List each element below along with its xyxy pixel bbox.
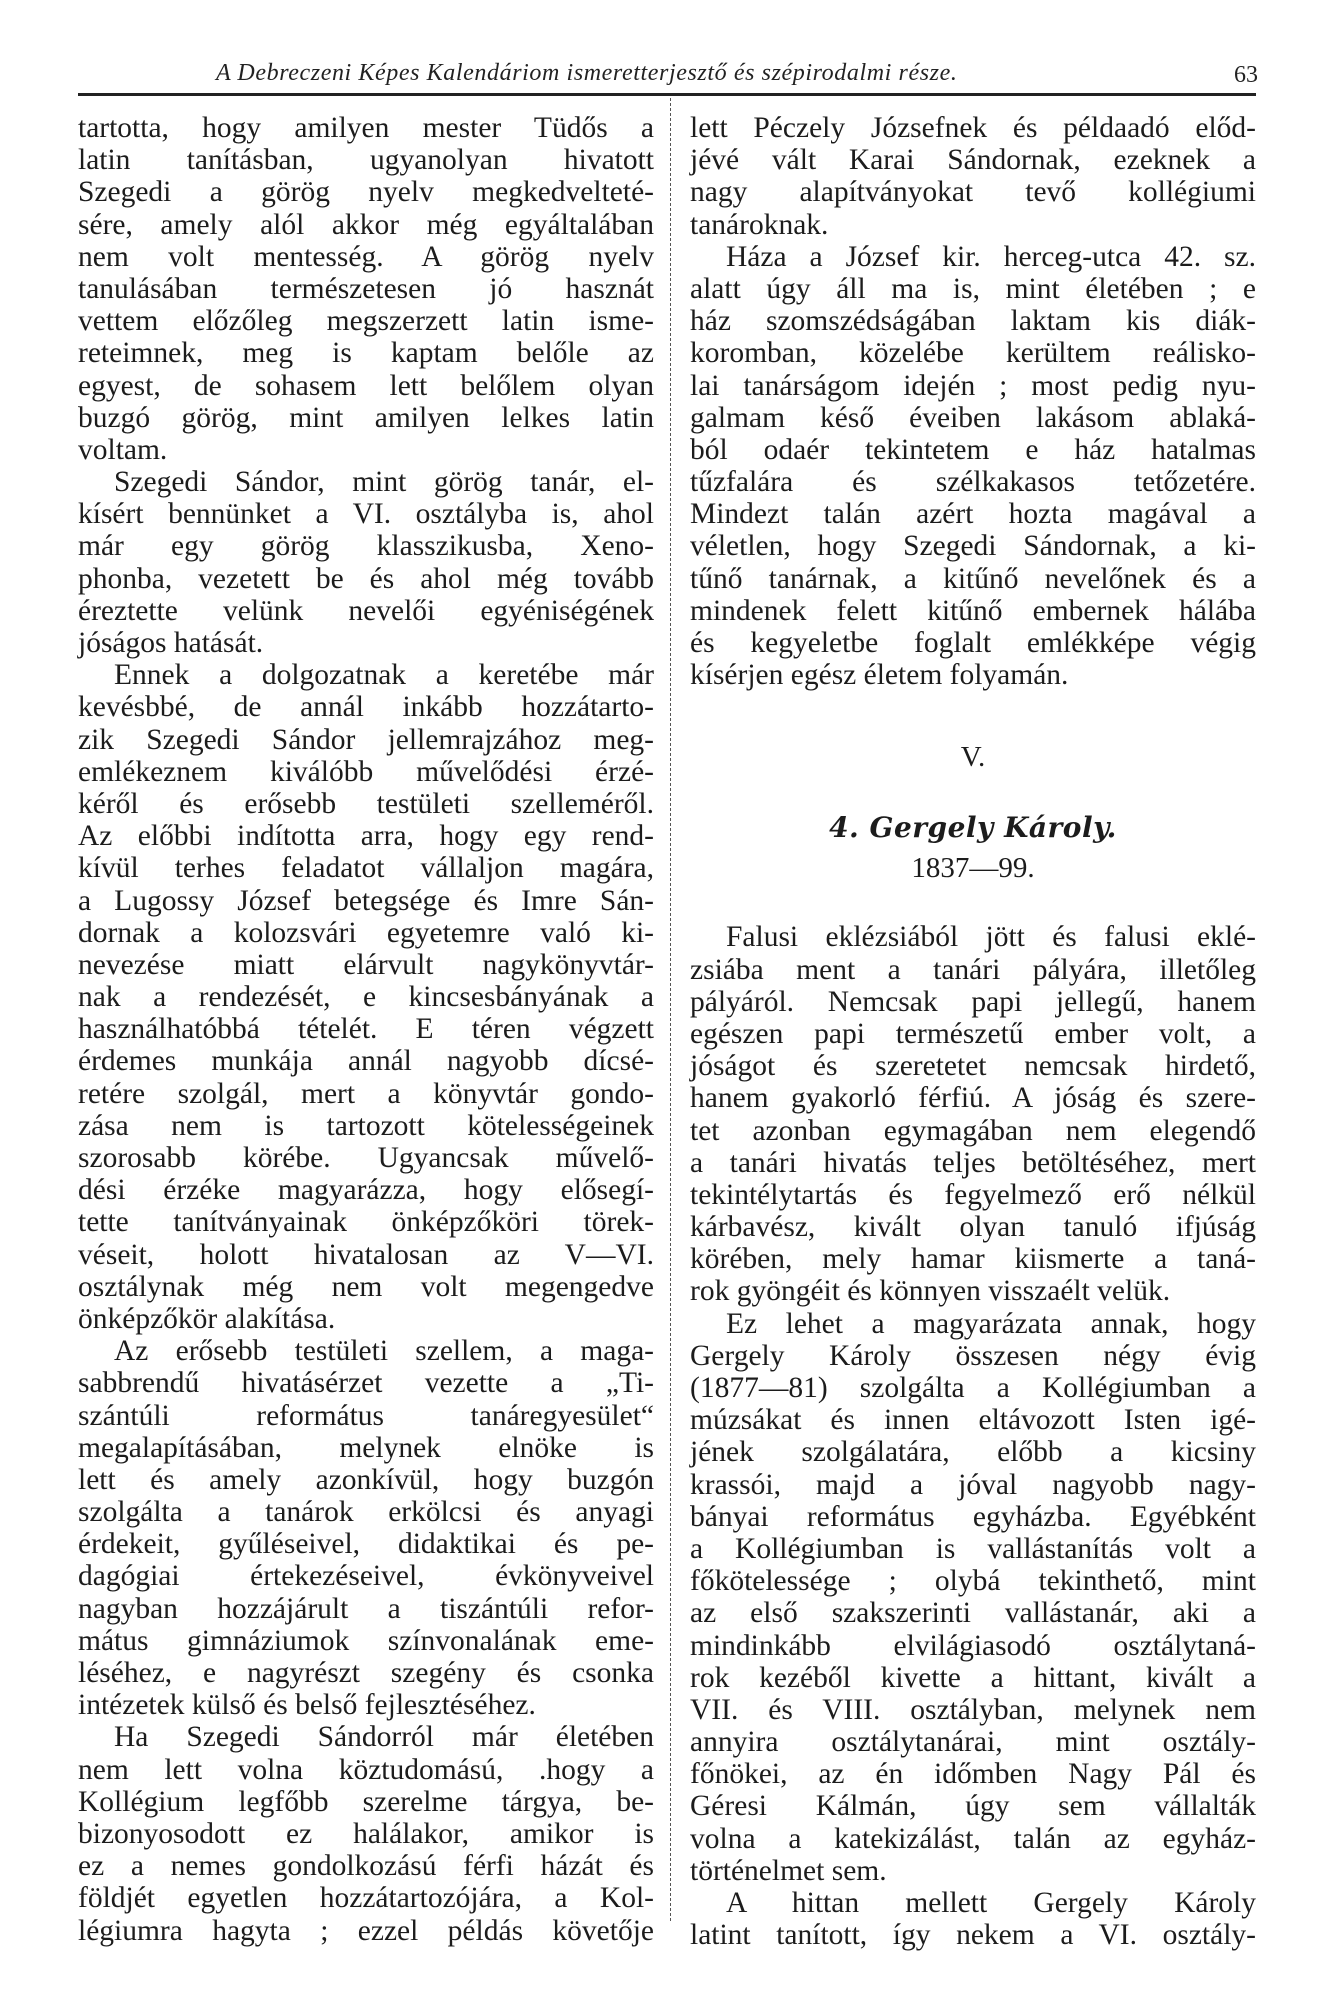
text-line: érdekeit, gyűléseivel, didaktikai és pe- <box>78 1528 654 1561</box>
paragraph <box>78 1721 654 1946</box>
text-line: hanem gyakorló férfiú. A jóság és szere- <box>690 1082 1256 1115</box>
text-line: körében, mely hamar kiismerte a taná- <box>690 1243 1256 1276</box>
text-line: krassói, majd a jóval nagyobb nagy- <box>690 1468 1256 1501</box>
section-gap <box>690 885 1256 921</box>
text-line: rok gyöngéit és könnyen visszaélt velük. <box>690 1275 1171 1308</box>
right-column-before-section <box>690 112 1256 691</box>
paragraph <box>690 921 1256 1307</box>
text-line: buzgó görög, mint amilyen lelkes latin <box>78 401 654 434</box>
text-line: kísérjen egész életem folyamán. <box>690 659 1069 692</box>
text-line: (1877—81) szolgálta a Kollégiumban a <box>690 1372 1256 1404</box>
text-line: nem lett volna köztudomású, .hogy a <box>78 1753 654 1786</box>
paragraph <box>690 1308 1256 1887</box>
text-line: sabbrendű hivatásérzet vezette a „Ti- <box>78 1367 654 1400</box>
text-line: dési érzéke magyarázza, hogy elősegí- <box>78 1174 654 1207</box>
text-line: főnökei, az én időmben Nagy Pál és <box>690 1758 1256 1791</box>
text-line: a tanári hivatás teljes betöltéséhez, mert <box>690 1146 1256 1179</box>
text-line: Gergely Károly összesen négy évig <box>690 1339 1256 1372</box>
text-line: lett Péczely Józsefnek és példaadó előd- <box>690 112 1256 144</box>
text-line: emlékeznem kiválóbb művelődési érzé- <box>78 755 654 788</box>
text-line: főkötelessége ; olybá tekinthető, mint <box>690 1565 1256 1598</box>
text-line: jóságos hatását. <box>78 627 264 659</box>
text-line: phonba, vezetett be és ahol még tovább <box>78 562 654 595</box>
text-line: légiumra hagyta ; ezzel példás követője <box>78 1914 654 1947</box>
text-line: Az erősebb testületi szellem, a maga- <box>114 1335 654 1368</box>
text-line: Háza a József kir. herceg-utca 42. sz. <box>726 240 1256 273</box>
text-line: alatt úgy áll ma is, mint életében ; e <box>690 272 1256 305</box>
text-line: tanároknak. <box>690 208 829 241</box>
text-line: ez a nemes gondolkozású férfi házát és <box>78 1850 654 1883</box>
paragraph <box>78 112 654 466</box>
text-line: már egy görög klasszikusba, Xeno- <box>78 530 654 563</box>
text-line: történelmet sem. <box>690 1854 887 1887</box>
page-number: 63 <box>1234 62 1258 88</box>
text-line: jévé vált Karai Sándornak, ezeknek a <box>690 144 1256 177</box>
text-line: Kollégium legfőbb szerelme tárgya, be- <box>78 1785 654 1818</box>
text-line: lett és amely azonkívül, hogy buzgón <box>78 1463 654 1496</box>
paragraph <box>78 659 654 1335</box>
text-line: ház szomszédságában laktam kis diák- <box>690 305 1256 338</box>
text-line: tette tanítványainak önképzőköri törek- <box>78 1206 654 1239</box>
text-line: egyest, de sohasem lett belőlem olyan <box>78 369 654 402</box>
text-line: VII. és VIII. osztályban, melynek nem <box>690 1693 1256 1726</box>
text-line: kárbavész, kivált olyan tanuló ifjúság <box>690 1211 1256 1244</box>
text-line: Falusi eklézsiából jött és falusi eklé- <box>726 921 1256 954</box>
text-line: osztálynak még nem volt megengedve <box>78 1270 654 1303</box>
section-heading-block <box>690 741 1256 885</box>
text-line: tanulásában természetesen jó hasznát <box>78 272 654 305</box>
text-line: jének szolgálatára, előbb a kicsiny <box>690 1436 1256 1469</box>
running-title: A Debreczeni Képes Kalendáriom ismeretterjesztő és szépirodalmi része. <box>216 60 958 86</box>
text-line: tekintélytartás és fegyelmező erő nélkül <box>690 1178 1256 1211</box>
text-line: ból odaér tekintetem e ház hatalmas <box>690 433 1256 466</box>
text-line: zása nem is tartozott kötelességeinek <box>78 1109 654 1142</box>
text-line: pályáról. Nemcsak papi jellegű, hanem <box>690 985 1256 1018</box>
section-numeral: V. <box>960 741 986 774</box>
text-line: dornak a kolozsvári egyetemre való ki- <box>78 916 654 949</box>
paragraph <box>78 466 654 659</box>
text-line: zsiába ment a tanári pályára, illetőleg <box>690 953 1256 986</box>
text-line: kevésbbé, de annál inkább hozzátarto- <box>78 691 654 724</box>
text-line: nagyban hozzájárult a tiszántúli refor- <box>78 1592 654 1625</box>
text-line: nevezése miatt elárvult nagykönyvtár- <box>78 948 654 981</box>
text-line: dagógiai értekezéseivel, évkönyveivel <box>78 1560 654 1593</box>
text-line: kísért bennünket a VI. osztályba is, ahol <box>78 498 654 531</box>
paragraph <box>690 1887 1256 1951</box>
text-line: tűnő tanárnak, a kitűnő nevelőnek és a <box>690 562 1256 595</box>
text-line: bizonyosodott ez halálakor, amikor is <box>78 1817 654 1850</box>
text-line: Szegedi Sándor, mint görög tanár, el- <box>114 466 654 499</box>
text-line: vettem előzőleg megszerzett latin isme- <box>78 305 654 338</box>
text-line: a Lugossy József betegsége és Imre Sán- <box>78 884 654 917</box>
text-line: A hittan mellett Gergely Károly <box>726 1887 1256 1919</box>
column-divider <box>670 98 671 1921</box>
header-rule <box>78 93 1256 96</box>
text-line: szolgálta a tanárok erkölcsi és anyagi <box>78 1496 654 1529</box>
text-line: rok kezéből kivette a hittant, kivált a <box>690 1661 1256 1694</box>
text-line: retére szolgál, mert a könyvtár gondo- <box>78 1077 654 1110</box>
text-line: használhatóbbá tételét. E téren végzett <box>78 1013 654 1046</box>
text-line: szorosabb körébe. Ugyancsak művelő- <box>78 1142 654 1174</box>
text-line: latin tanításban, ugyanolyan hivatott <box>78 144 654 177</box>
text-line: reteimnek, meg is kaptam belőle az <box>78 337 654 370</box>
text-line: és kegyeletbe foglalt emlékképe végig <box>690 627 1256 659</box>
page-header <box>78 52 1258 94</box>
text-line: szántúli református tanáregyesület“ <box>78 1399 654 1432</box>
text-line: véseit, holott hivatalosan az V—VI. <box>78 1238 654 1271</box>
text-line: Mindezt talán azért hozta magával a <box>690 498 1256 531</box>
text-line: sére, amely alól akkor még egyáltalában <box>78 208 654 241</box>
left-column <box>78 112 654 1947</box>
text-line: véletlen, hogy Szegedi Sándornak, a ki- <box>690 530 1256 563</box>
text-line: tartotta, hogy amilyen mester Tüdős a <box>78 112 654 144</box>
text-line: Ez lehet a magyarázata annak, hogy <box>726 1307 1256 1340</box>
article-years: 1837—99. <box>911 852 1035 885</box>
paragraph <box>78 1335 654 1721</box>
text-line: Géresi Kálmán, úgy sem vállalták <box>690 1790 1256 1823</box>
text-line: lai tanárságom idején ; most pedig nyu- <box>690 369 1256 402</box>
text-line: volna a katekizálást, talán az egyház- <box>690 1822 1256 1855</box>
right-column-after-section <box>690 921 1256 1951</box>
paragraph <box>690 241 1256 692</box>
text-line: mindinkább elvilágiasodó osztálytaná- <box>690 1629 1256 1662</box>
text-line: galmam késő éveiben lakásom ablaká- <box>690 401 1256 434</box>
text-line: tet azonban egymagában nem elegendő <box>690 1114 1256 1147</box>
text-line: annyira osztálytanárai, mint osztály- <box>690 1726 1256 1759</box>
text-line: érdemes munkája annál nagyobb dícsé- <box>78 1045 654 1078</box>
text-line: önképzőkör alakítása. <box>78 1302 336 1335</box>
text-line: jóságot és szeretetet nemcsak hirdető, <box>690 1050 1256 1083</box>
text-line: latint tanított, így nekem a VI. osztály- <box>690 1919 1256 1952</box>
text-line: bányai református egyházba. Egyébként <box>690 1500 1256 1533</box>
right-column <box>690 112 1256 1951</box>
text-line: kívül terhes feladatot vállaljon magára, <box>78 852 654 885</box>
text-line: a Kollégiumban is vallástanítás volt a <box>690 1532 1256 1565</box>
text-line: Ennek a dolgozatnak a keretébe már <box>114 659 654 692</box>
text-line: mátus gimnáziumok színvonalának eme- <box>78 1624 654 1657</box>
text-line: Szegedi a görög nyelv megkedvelteté- <box>78 176 654 209</box>
text-line: az első szakszerinti vallástanár, aki a <box>690 1597 1256 1630</box>
text-line: éreztette velünk nevelői egyéniségének <box>78 594 654 627</box>
text-line: kéről és erősebb testületi szelleméről. <box>78 787 654 820</box>
text-line: Ha Szegedi Sándorról már életében <box>114 1721 654 1754</box>
paragraph <box>690 112 1256 241</box>
text-line: intézetek külső és belső fejlesztéséhez. <box>78 1689 536 1722</box>
text-line: egészen papi természetű ember volt, a <box>690 1017 1256 1050</box>
article-title: 4. Gergely Károly. <box>829 811 1117 845</box>
text-line: tűzfalára és szélkakasos tetőzetére. <box>690 466 1256 499</box>
text-line: zik Szegedi Sándor jellemrajzához meg- <box>78 723 654 756</box>
text-line: nak a rendezését, e kincsesbányának a <box>78 981 654 1014</box>
text-line: mindenek felett kitűnő embernek hálába <box>690 594 1256 627</box>
text-line: voltam. <box>78 433 168 466</box>
text-line: Az előbbi indította arra, hogy egy rend- <box>78 820 654 853</box>
text-line: nem volt mentesség. A görög nyelv <box>78 240 654 273</box>
text-line: múzsákat és innen eltávozott Isten igé- <box>690 1404 1256 1437</box>
text-line: koromban, közelébe kerültem reálisko- <box>690 337 1256 370</box>
text-line: nagy alapítványokat tevő kollégiumi <box>690 176 1256 209</box>
text-line: földjét egyetlen hozzátartozójára, a Kol- <box>78 1882 654 1915</box>
text-line: léséhez, e nagyrészt szegény és csonka <box>78 1657 654 1689</box>
text-line: megalapításában, melynek elnöke is <box>78 1431 654 1464</box>
